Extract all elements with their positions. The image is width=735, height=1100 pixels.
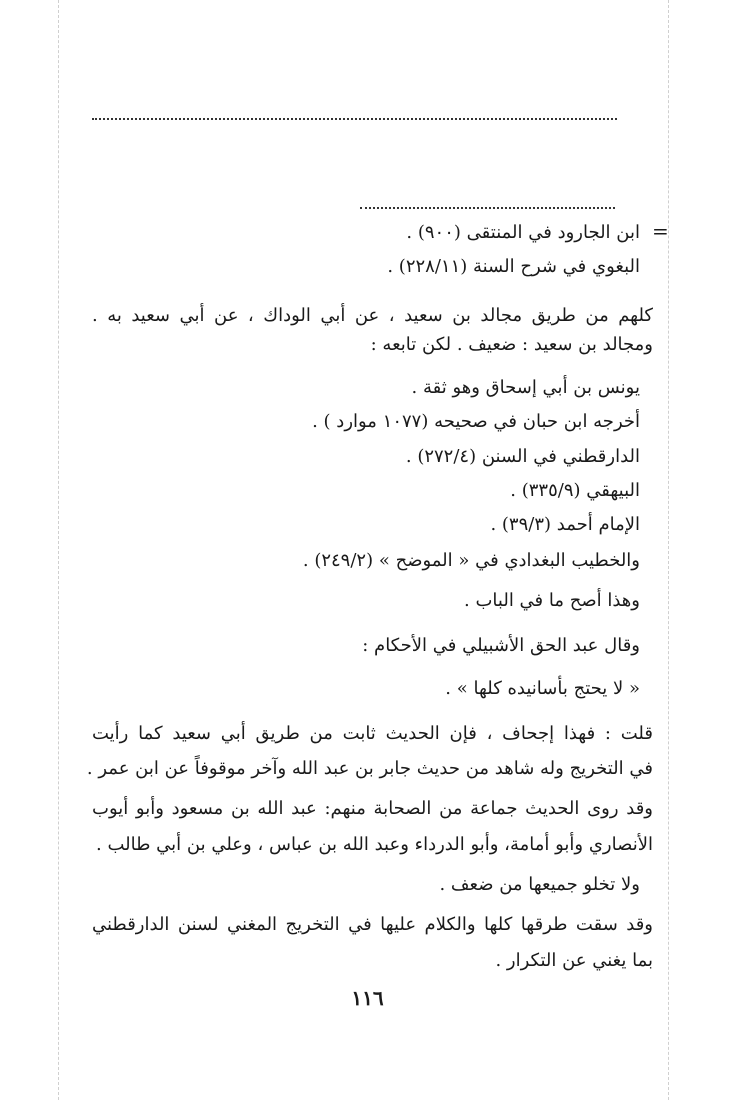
body-line: والخطيب البغدادي في « الموضح » (٢٤٩/٢) .: [302, 550, 640, 571]
body-line: الأنصاري وأبو أمامة، وأبو الدرداء وعبد الله بن عباس ، وعلي بن أبي طالب .: [96, 834, 653, 855]
body-line: في التخريج وله شاهد من حديث جابر بن عبد الله وآخر موقوفاً عن ابن عمر .: [86, 758, 653, 779]
body-line: كلهم من طريق مجالد بن سعيد ، عن أبي الوداك ، عن أبي سعيد به .: [92, 305, 653, 326]
body-line: بما يغني عن التكرار .: [495, 950, 653, 971]
body-line: ومجالد بن سعيد : ضعيف . لكن تابعه :: [370, 334, 653, 355]
body-line: يونس بن أبي إسحاق وهو ثقة .: [411, 377, 640, 398]
header-dotted-rule: [92, 118, 617, 120]
body-line: وقد سقت طرقها كلها والكلام عليها في التخريج المغني لسنن الدارقطني: [92, 914, 653, 935]
body-line: « لا يحتج بأسانيده كلها » .: [445, 678, 640, 699]
body-line: وقد روى الحديث جماعة من الصحابة منهم: عبد الله بن مسعود وأبو أيوب: [92, 798, 653, 819]
page-number: ١١٦: [351, 986, 384, 1010]
body-line: وهذا أصح ما في الباب .: [464, 590, 640, 611]
body-line: وقال عبد الحق الأشبيلي في الأحكام :: [362, 635, 640, 656]
body-line: أخرجه ابن حبان في صحيحه (١٠٧٧ موارد ) .: [312, 411, 640, 432]
footnote-line: ابن الجارود في المنتقى (٩٠٠) .: [406, 222, 640, 243]
body-line: الإمام أحمد (٣٩/٣) .: [490, 514, 640, 535]
footnote-dotted-rule: [360, 207, 615, 209]
body-line: البيهقي (٣٣٥/٩) .: [510, 480, 640, 501]
scan-edge-left: [58, 0, 60, 1100]
body-line: قلت : فهذا إجحاف ، فإن الحديث ثابت من طريق أبي سعيد كما رأيت: [92, 723, 653, 744]
scan-edge-right: [668, 0, 670, 1100]
body-line: ولا تخلو جميعها من ضعف .: [439, 874, 640, 895]
body-line: الدارقطني في السنن (٢٧٢/٤) .: [405, 446, 640, 467]
footnote-continuation-mark: =: [652, 219, 669, 243]
footnote-line: البغوي في شرح السنة (٢٢٨/١١) .: [387, 256, 640, 277]
